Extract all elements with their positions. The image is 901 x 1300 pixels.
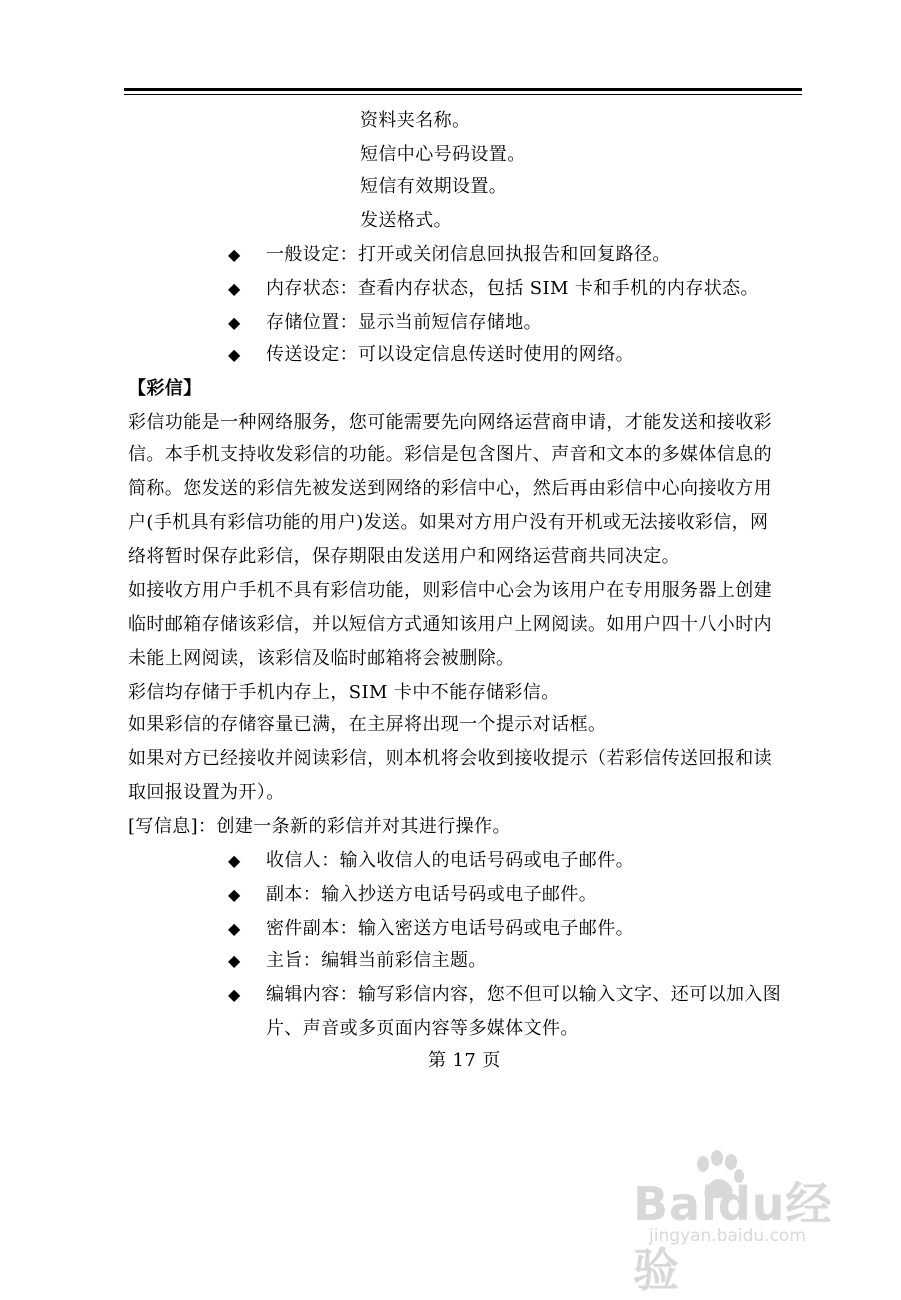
bullet-item: ◆ 编辑内容：输写彩信内容，您不但可以输入文字、还可以加入图 — [228, 984, 782, 1005]
bullet-item: ◆ 密件副本：输入密送方电话号码或电子邮件。 — [228, 918, 634, 939]
body-line: 如接收方用户手机不具有彩信功能，则彩信中心会为该用户在专用服务器上创建 — [128, 580, 772, 601]
bullet-item: ◆ 传送设定：可以设定信息传送时使用的网络。 — [228, 344, 634, 365]
sublist-item: 短信中心号码设置。 — [360, 144, 526, 165]
body-line: 彩信均存储于手机内存上，SIM 卡中不能存储彩信。 — [128, 682, 560, 703]
diamond-bullet-icon: ◆ — [228, 313, 241, 332]
body-line: 简称。您发送的彩信先被发送到网络的彩信中心，然后再由彩信中心向接收方用 — [128, 478, 772, 499]
diamond-bullet-icon: ◆ — [228, 951, 241, 970]
header-rule-thin — [124, 94, 802, 95]
sublist-item: 短信有效期设置。 — [360, 176, 508, 197]
diamond-bullet-icon: ◆ — [228, 919, 241, 938]
diamond-bullet-icon: ◆ — [228, 851, 241, 870]
body-line: 未能上网阅读，该彩信及临时邮箱将会被删除。 — [128, 648, 515, 669]
bullet-item: ◆ 一般设定：打开或关闭信息回执报告和回复路径。 — [228, 244, 671, 265]
watermark-url: jingyan.baidu.com — [649, 1226, 806, 1246]
bullet-item: ◆ 副本：输入抄送方电话号码或电子邮件。 — [228, 884, 598, 905]
body-line: 如果对方已经接收并阅读彩信，则本机将会收到接收提示（若彩信传送回报和读 — [128, 748, 772, 769]
body-line: [写信息]：创建一条新的彩信并对其进行操作。 — [128, 816, 511, 837]
bullet-item: ◆ 收信人：输入收信人的电话号码或电子邮件。 — [228, 850, 634, 871]
section-title: 【彩信】 — [128, 378, 202, 399]
diamond-bullet-icon: ◆ — [228, 245, 241, 264]
body-line: 如果彩信的存储容量已满，在主屏将出现一个提示对话框。 — [128, 714, 607, 735]
baidu-watermark — [633, 1150, 843, 1297]
body-line: 户(手机具有彩信功能的用户)发送。如果对方用户没有开机或无法接收彩信，网 — [128, 512, 769, 533]
watermark-brand: Baidu经验 — [633, 1177, 833, 1297]
body-line: 临时邮箱存储该彩信，并以短信方式通知该用户上网阅读。如用户四十八小时内 — [128, 614, 772, 635]
body-line: 信。本手机支持收发彩信的功能。彩信是包含图片、声音和文本的多媒体信息的 — [128, 444, 772, 465]
bullet-item: ◆ 内存状态：查看内存状态，包括 SIM 卡和手机的内存状态。 — [228, 278, 759, 299]
body-line: 彩信功能是一种网络服务，您可能需要先向网络运营商申请，才能发送和接收彩 — [128, 412, 772, 433]
header-rule-thick — [124, 88, 802, 91]
diamond-bullet-icon: ◆ — [228, 885, 241, 904]
bullet-item: ◆ 主旨：编辑当前彩信主题。 — [228, 950, 487, 971]
bullet-continuation: 片、声音或多页面内容等多媒体文件。 — [266, 1018, 579, 1039]
body-line: 络将暂时保存此彩信，保存期限由发送用户和网络运营商共同决定。 — [128, 546, 680, 567]
diamond-bullet-icon: ◆ — [228, 279, 241, 298]
diamond-bullet-icon: ◆ — [228, 345, 241, 364]
body-line: 取回报设置为开）。 — [128, 782, 285, 803]
page-number: 第 17 页 — [428, 1050, 501, 1071]
sublist-item: 资料夹名称。 — [360, 110, 471, 131]
diamond-bullet-icon: ◆ — [228, 985, 241, 1004]
bullet-item: ◆ 存储位置：显示当前短信存储地。 — [228, 312, 542, 333]
sublist-item: 发送格式。 — [360, 210, 452, 231]
